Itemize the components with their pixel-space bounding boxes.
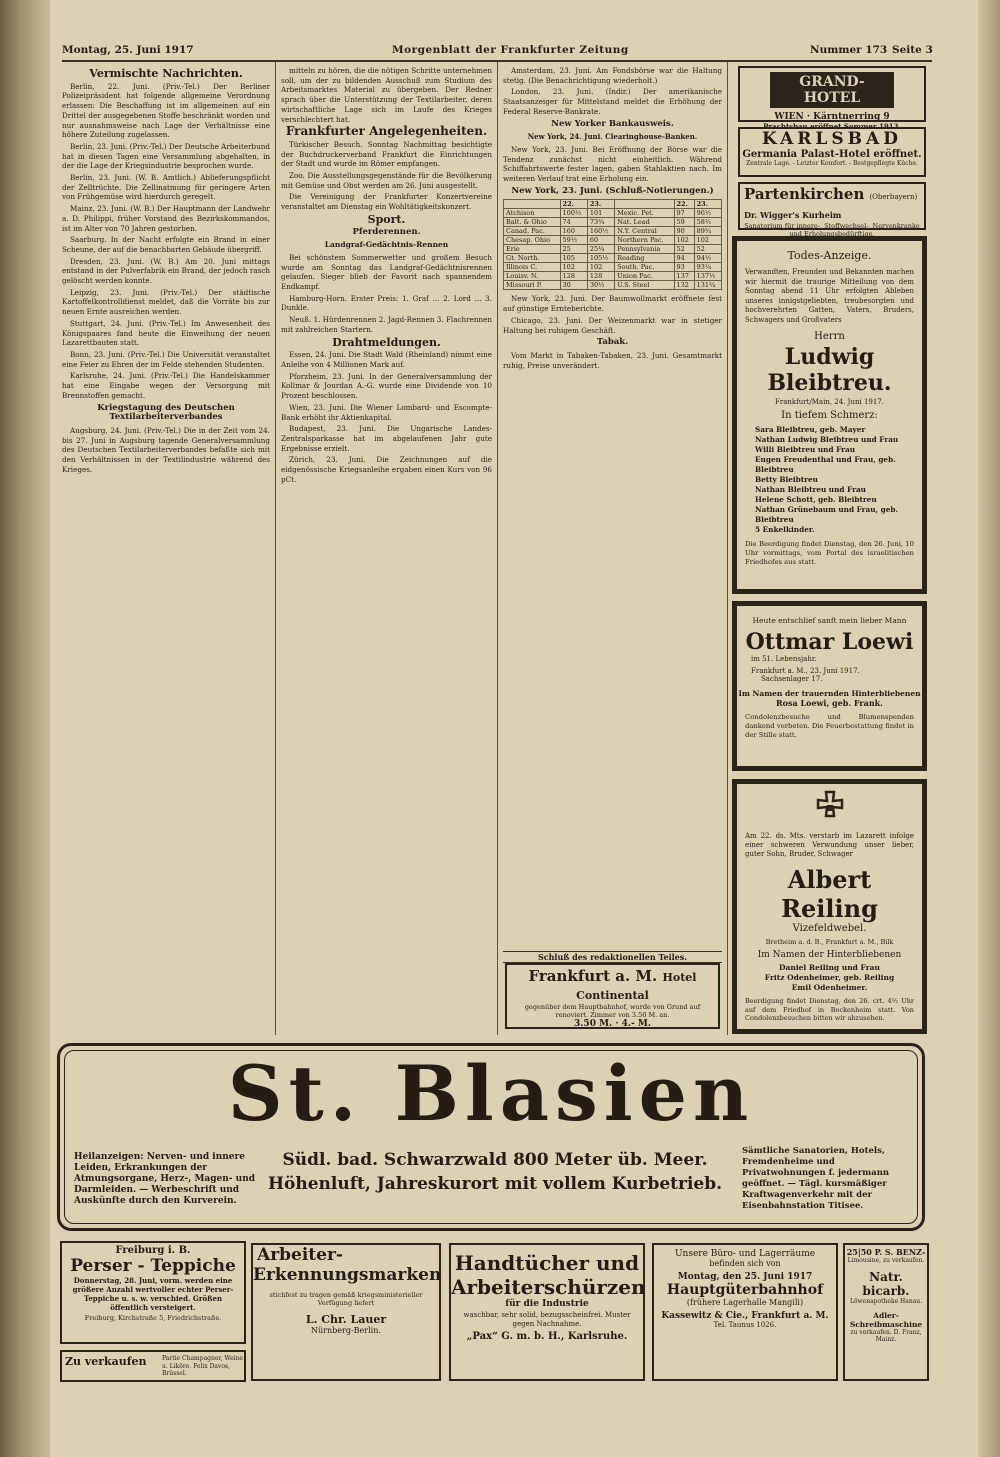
table-cell: 74: [560, 218, 587, 227]
table-cell: 137½: [694, 272, 721, 281]
table-cell: 94½: [694, 254, 721, 263]
ad-text: waschbar, sehr solid, bezugsscheinfrei. Muster gegen Nachnahme.: [463, 1311, 631, 1328]
ad-title: Adler-Schreibmaschine: [849, 1311, 923, 1329]
table-cell: 30: [560, 281, 587, 290]
ad-subtitle: für die Industrie: [505, 1299, 589, 1309]
table-header: 23.: [694, 200, 721, 209]
table-cell: Illinois C.: [504, 263, 561, 272]
ad-town: Partenkirchen: [744, 185, 865, 203]
notice-place: Frankfurt/Main, 24. Juni 1917.: [775, 398, 884, 406]
ad-price: 3.50: [574, 1019, 596, 1029]
ad-city: KARLSBAD: [762, 129, 902, 149]
subsection-title: Pferderennen.: [352, 226, 421, 237]
ad-text: Unsere Büro- und Lagerräume: [674, 1249, 816, 1259]
ad-firm: L. Chr. Lauer: [305, 1313, 387, 1326]
notice-sorrow: In tiefem Schmerz:: [781, 410, 878, 421]
ad-title: Perser - Teppiche: [70, 1256, 236, 1276]
column-rule: [497, 62, 498, 1035]
article-paragraph: Bei schönstem Sommerwetter und großem Besuch wurde am Sonntag das Landgraf-Gedächtnisrennen gelaufen. Sieger blieb der Favorit nach spannendem Endkampf.: [281, 252, 492, 292]
ad-doctor: Dr. Wigger's Kurheim: [744, 210, 842, 220]
header-page: Seite 3: [892, 44, 933, 56]
table-cell: 100½: [560, 209, 587, 218]
article-paragraph: Neuß. 1. Hürdenrennen 2. Jagd-Rennen 3. Flachrennen mit zahlreichen Startern.: [281, 315, 492, 334]
mourner-name: Nathan Grünebaum und Frau, geb. Bleibtreu: [755, 505, 899, 524]
ad-title: Natr. bicarb.: [862, 1270, 910, 1298]
ad-price: 4.-: [621, 1019, 635, 1029]
ad-region: (Oberbayern): [869, 193, 918, 201]
article-paragraph: New York, 23. Juni. Der Baumwollmarkt eröffnete fest auf günstige Ernteberichte.: [503, 294, 722, 314]
table-cell: 160: [560, 227, 587, 236]
article-paragraph: Berlin, 23. Juni. (Priv.-Tel.) Der Deutsche Arbeiterbund hat in diesen Tagen eine Versammlung abgehalten, in der die Lage der Kriegsindustrie besprochen wurde.: [62, 141, 270, 171]
table-cell: 137: [674, 272, 694, 281]
ad-left-text: Heilanzeigen: Nerven- und innere Leiden, Erkrankungen der Atmungsorgane, Herz-, Magen- und Darmleiden. — Werbeschrift und Auskünfte durch den Kurverein.: [74, 1152, 256, 1206]
family-member: Emil Odenheimer.: [791, 983, 868, 992]
notice-text: Verwandten, Freunden und Bekannten machen wir hiermit die traurige Mitteilung von dem Sonntag abend 11 Uhr erfolgten Ableben unseres innigstgeliebten, treubesorgten und hochverehrten Gatten, Vaters, Bruders, Schwagers und Großvaters: [745, 268, 914, 324]
ad-kassewitz: [652, 1243, 838, 1381]
column-rule: [275, 62, 276, 1035]
table-cell: N.Y. Central: [615, 227, 674, 236]
table-cell: 59: [674, 218, 694, 227]
article-paragraph: mitteln zu hören, die die nötigen Schritte unternehmen soll, um der zu bildenden Ausschuß zum Studium des Arbeitsmarktes Material zu übergeben. Der Redner sprach über die Unterstützung der Textilarbeiter, deren wirtschaftliche Lage sich im Laufe des Krieges verschlechtert hat.: [281, 66, 492, 124]
ad-hotel-name: Hotel Continental: [576, 971, 697, 1002]
article-paragraph: New York, 23. Juni. Bei Eröffnung der Börse war die Tendenz zunächst nicht einheitlich. Während Schiffahrtswerte fester lagen, gaben Stahlaktien nach. Im weiteren Verlauf trat eine Erholung ein.: [503, 144, 722, 184]
ad-partenkirchen: [738, 182, 926, 238]
table-cell: Missouri P.: [504, 281, 561, 290]
end-editorial-note: Schluß des redaktionellen Teiles.: [503, 951, 722, 963]
ad-hotel-name: GRAND-HOTEL: [770, 72, 894, 108]
table-cell: 93¼: [694, 263, 721, 272]
notice-age: im 51. Lebensjahr.: [751, 655, 817, 663]
table-row: [504, 209, 722, 218]
ad-firm: „Pax“ G. m. b. H., Karlsruhe.: [466, 1331, 628, 1342]
table-cell: 90: [674, 227, 694, 236]
death-notice-reiling: [732, 779, 927, 1034]
article-paragraph: Chicago, 23. Juni. Der Weizenmarkt war in stetiger Haltung bei ruhigem Geschäft.: [503, 315, 722, 335]
table-cell: 59½: [560, 236, 587, 245]
table-cell: 105: [560, 254, 587, 263]
table-cell: South. Pac.: [615, 263, 674, 272]
ad-text: befinden sich von: [709, 1259, 781, 1268]
mourner-name: 5 Enkelkinder.: [755, 525, 815, 534]
table-cell: 132: [674, 281, 694, 290]
table-cell: 128: [560, 272, 587, 281]
table-cell: 73¾: [587, 218, 614, 227]
table-row: [504, 254, 722, 263]
ad-firm: Kassewitz & Cie., Frankfurt a. M.: [661, 1311, 829, 1321]
article-paragraph: Vom Markt in Tabaken-Tabaken, 23. Juni. Gesamtmarkt ruhig, Preise unverändert.: [503, 350, 722, 370]
table-cell: 52: [674, 245, 694, 254]
mourners-list: [737, 425, 922, 535]
article-paragraph: Mainz, 23. Juni. (W. B.) Der Hauptmann der Landwehr a. D. Philippi, früher Vorstand des Bezirkskommandos, ist im Alter von 70 Jahren gestorben.: [62, 204, 270, 233]
death-notice-bleibtreu: [732, 236, 927, 594]
ad-subtitle: Höhenluft, Jahreskurort mit vollem Kurbetrieb.: [267, 1174, 723, 1194]
article-paragraph: Augsburg, 24. Juni. (Priv.-Tel.) Die in der Zeit vom 24. bis 27. Juni in Augsburg tagende Generalversammlung des Deutschen Textilarbeiterverbandes befaßte sich mit den Verhältnissen in der Textilindustrie während des Krieges.: [62, 425, 270, 474]
table-row: [504, 227, 722, 236]
table-row: [504, 218, 722, 227]
notice-intro: Am 22. ds. Mts. verstarb im Lazarett infolge einer schweren Verwundung unser lieber, guter Sohn, Bruder, Schwager: [745, 832, 914, 858]
ad-desc: Sanatorium für innere-, Stoffwechsel-, Nervenkranke und Erholungsbedürftige.: [744, 222, 920, 238]
ad-grand-hotel: GRAND-HOTEL WIEN · Kärntnerring 9 Prachtsbau eröffnet Sommer 1913.: [738, 66, 926, 122]
article-paragraph: Karlsruhe, 24. Juni. (Priv.-Tel.) Die Handelskammer hat eine Eingabe wegen der Versorgung mit Brennstoffen gemacht.: [62, 371, 270, 400]
family-member: Fritz Odenheimer, geb. Reiling: [764, 973, 895, 982]
table-cell: 101: [587, 209, 614, 218]
mourner-name: Willi Bleibtreu und Frau: [755, 445, 856, 454]
article-paragraph: London, 23. Juni. (Indir.) Der amerikanische Staatsanzeiger für Mittelstand meldet die Erhöhung der Federal Reserve-Bankrate.: [503, 87, 722, 116]
ad-city: WIEN: [774, 112, 804, 122]
header-issue: Nummer 173: [810, 44, 888, 56]
table-cell: Louisv. N.: [504, 272, 561, 281]
table-row: [504, 236, 722, 245]
table-cell: 25: [560, 245, 587, 254]
iron-cross-icon: [812, 790, 848, 826]
table-cell: 93: [674, 263, 694, 272]
ad-title: St. Blasien: [227, 1049, 755, 1138]
ad-city: Frankfurt a. M.: [528, 967, 658, 985]
deceased-rank: Vizefeldwebel.: [792, 923, 867, 934]
article-paragraph: Berlin, 23. Juni. (W. B. Amtlich.) Ablieferungspflicht der Zelltrüchte. Die Zellinatmung für geringere Arten von Frühgemüse wird hierdurch geregelt.: [62, 173, 270, 202]
table-cell: 58½: [694, 218, 721, 227]
family-member: Daniel Reiling und Frau: [779, 963, 880, 972]
ad-note: Prachtsbau eröffnet Sommer 1913.: [763, 122, 901, 131]
table-cell: Gt. North.: [504, 254, 561, 263]
ad-city: Nürnberg-Berlin.: [311, 1326, 381, 1335]
subsection-title: New York, 23. Juni. (Schluß-Notierungen.): [511, 185, 714, 196]
column-rule: [727, 62, 728, 1035]
ad-hotel-continental: Frankfurt a. M. Hotel Continental gegenüber dem Hauptbahnhof, wurde von Grund auf renoviert. Zimmer von 3.50 M. an. 3.50 M. · 4.- M.: [505, 963, 720, 1029]
mourner-name: Eugen Freudenthal und Frau, geb. Bleibtreu: [755, 455, 896, 474]
subsection-title: Landgraf-Gedächtnis-Rennen: [324, 240, 449, 250]
notice-funeral: Beerdigung findet Dienstag, den 26. crt. 4½ Uhr auf dem Friedhof in Bockenheim statt. Von Condolenzbesuchen bitten wir abzusehen.: [745, 997, 914, 1022]
ad-text: stichfest zu tragen gemäß kriegsministerieller Verfügung liefert: [269, 1291, 423, 1307]
ad-title: Handtücher und: [454, 1251, 640, 1275]
table-cell: 30½: [587, 281, 614, 290]
article-paragraph: Berlin, 22. Juni. (Priv.-Tel.) Der Berliner Polizeipräsident hat folgende allgemeine Verordnung erlassen: Die Beschaffung ist im allgemeinen auf ein Drittel der ausgegebenen Stoffe beschränkt worden und nur ausnahmsweise nach Lage der Verhältnisse eine höhere Zuteilung zugelassen.: [62, 81, 270, 140]
ad-right-text: Sämtliche Sanatorien, Hotels, Fremdenheime und Privatwohnungen f. jedermann geöffnet. — Tägl. kursmäßiger Kraftwagenverkehr mit der Eisenbahnstation Titisee.: [742, 1146, 890, 1211]
table-cell: 97: [674, 209, 694, 218]
ad-perser-teppiche: [60, 1241, 246, 1344]
deceased-name: Ludwig Bleibtreu.: [767, 344, 892, 396]
table-cell: Atchison: [504, 209, 561, 218]
mourner-name: Nathan Bleibtreu und Frau: [755, 485, 866, 494]
ad-detail: Zentrale Lage. - Letzter Komfort. - Bestgepflegte Küche.: [746, 160, 918, 167]
table-cell: Union Pac.: [615, 272, 674, 281]
article-paragraph: Zoo. Die Ausstellungsgegenstände für die Bevölkerung mit Gemüse und Obst werden am 26. Juni ausgestellt.: [281, 171, 492, 190]
ad-subtitle: Südl. bad. Schwarzwald 800 Meter üb. Meer.: [282, 1150, 708, 1170]
subsection-title: New York, 24. Juni. Clearinghouse-Banken.: [527, 132, 698, 142]
header-date: Montag, 25. Juni 1917: [62, 44, 194, 56]
table-row: [504, 263, 722, 272]
table-header: [615, 200, 674, 209]
ad-text: Limousine, zu verkaufen.: [847, 1257, 925, 1264]
table-cell: 89¾: [694, 227, 721, 236]
ad-title: Zu verkaufen: [65, 1355, 147, 1368]
article-paragraph: Bonn, 23. Juni. (Priv.-Tel.) Die Universität veranstaltet eine Feier zu Ehren der im Felde stehenden Studenten.: [62, 349, 270, 369]
table-header: [504, 200, 561, 209]
notice-widow: Rosa Loewi, geb. Frank.: [776, 698, 883, 708]
mourner-name: Sara Bleibtreu, geb. Mayer: [755, 425, 866, 434]
ad-city: Freiburg i. B.: [115, 1245, 191, 1256]
column-boerse: [503, 66, 722, 956]
ad-title: Arbeiterschürzen: [451, 1275, 646, 1299]
family-list: [737, 963, 922, 993]
section-title: Sport.: [367, 212, 406, 226]
subsection-title: New Yorker Bankausweis.: [551, 118, 674, 129]
table-cell: 96½: [694, 209, 721, 218]
table-cell: 52: [694, 245, 721, 254]
ad-hotel-name: Germania Palast-Hotel: [742, 149, 870, 160]
ad-date: Montag, den 25. Juni 1917: [677, 1272, 813, 1282]
table-cell: 105½: [587, 254, 614, 263]
article-paragraph: Essen, 24. Juni. Die Stadt Wald (Rheinland) nimmt eine Anleihe von 4 Millionen Mark auf.: [281, 350, 492, 369]
ad-text: zu verkaufen. D. Franz, Mainz.: [850, 1329, 922, 1343]
header-masthead: Morgenblatt der Frankfurter Zeitung: [392, 44, 629, 56]
column-vermischtes: [62, 66, 270, 1031]
ad-title: Hauptgüterbahnhof: [666, 1282, 824, 1298]
ad-title: Erkennungsmarken: [253, 1265, 442, 1285]
table-cell: Mexic. Pet.: [615, 209, 674, 218]
notice-address: Sachsenlager 17.: [761, 675, 823, 683]
notice-sorrow: Im Namen der trauernden Hinterbliebenen: [738, 689, 921, 698]
ad-address: Freiburg, Kirchstraße 5, Friedrichstraße.: [84, 1314, 222, 1322]
table-row: [504, 281, 722, 290]
ad-status: eröffnet.: [873, 149, 922, 160]
table-cell: Nat. Lead: [615, 218, 674, 227]
ad-title: 25|50 P. S. BENZ-: [846, 1247, 926, 1257]
ad-title: Arbeiter-: [257, 1245, 343, 1265]
notice-heading: Todes-Anzeige.: [787, 249, 872, 262]
notice-sorrow: Im Namen der Hinterbliebenen: [757, 950, 902, 960]
ad-text: Löwenapotheke Hanau.: [849, 1298, 923, 1305]
ad-handtuecher: [449, 1243, 645, 1381]
table-cell: 94: [674, 254, 694, 263]
ad-st-blasien: [57, 1043, 925, 1231]
book-gutter: [0, 0, 50, 1457]
table-cell: Erie: [504, 245, 561, 254]
section-title: Drahtmeldungen.: [332, 335, 441, 349]
article-paragraph: Hamburg-Horn. Erster Preis: 1. Graf ... 2. Lord ... 3. Dunkle.: [281, 293, 492, 313]
column-frankfurt: [281, 66, 492, 1031]
table-cell: Pennsylvania: [615, 245, 674, 254]
table-row: [504, 245, 722, 254]
article-paragraph: Die Vereinigung der Frankfurter Konzertvereine veranstaltet am Dienstag ein Wohltätigkeitskonzert.: [281, 192, 492, 212]
table-cell: 102: [587, 263, 614, 272]
table-header: 23.: [587, 200, 614, 209]
article-paragraph: Zürich, 23. Juni. Die Zeichnungen auf die eidgenössische Kriegsanleihe ergaben einen Kurs von 96 pCt.: [281, 455, 492, 484]
table-row: [504, 272, 722, 281]
ad-benz: [843, 1243, 929, 1381]
article-paragraph: Pforzheim, 23. Juni. In der Generalversammlung der Kollmar & Jourdan A.-G. wurde eine Dividende von 10 Prozent beschlossen.: [281, 371, 492, 401]
ad-text: gegenüber dem Hauptbahnhof, wurde von Grund auf renoviert. Zimmer von 3.50 M. an.: [524, 1003, 701, 1019]
deceased-name: Ottmar Loewi: [745, 629, 914, 655]
table-cell: 60: [587, 236, 614, 245]
ad-text: (frühere Lagerhalle Mangili): [686, 1298, 804, 1307]
table-cell: 102: [560, 263, 587, 272]
table-cell: 25¼: [587, 245, 614, 254]
ad-text: Donnerstag, 28. Juni, vorm. werden eine größere Anzahl wertvoller echter Perser-Teppiche u. s. w. verschied. Größen öffentlich versteigert.: [72, 1276, 234, 1312]
mourner-name: Helene Schott, geb. Bleibtreu: [755, 495, 877, 504]
page-header: [62, 44, 932, 62]
ad-text: Partie Champagner, Weine u. Liköre. Felix Davos, Brüssel.: [162, 1355, 243, 1377]
notice-note: Condolenzbesuche und Blumenspenden dankend verbeten. Die Feuerbestattung findet in der Stille statt.: [745, 713, 914, 739]
ad-phone: Tel. Taunus 1026.: [713, 1321, 777, 1329]
notice-funeral: Die Beerdigung findet Dienstag, den 26. Juni, 10 Uhr vormittags, vom Portal des israelitischen Friedhofes aus statt.: [745, 540, 914, 566]
table-cell: 160½: [587, 227, 614, 236]
ad-street: Kärntnerring 9: [813, 112, 890, 122]
table-cell: Canad. Pac.: [504, 227, 561, 236]
table-cell: Chesap. Ohio: [504, 236, 561, 245]
table-cell: U.S. Steel: [615, 281, 674, 290]
ad-zu-verkaufen: [60, 1350, 246, 1382]
ad-erkennungsmarken: [251, 1243, 441, 1381]
article-paragraph: Budapest, 23. Juni. Die Ungarische Landes-Zentralsparkasse hat im abgelaufenen Jahr gute Ergebnisse erzielt.: [281, 424, 492, 453]
article-paragraph: Leipzig, 23. Juni. (Priv.-Tel.) Der städtische Kartoffelkontrolldienst meldet, daß die Vorräte bis zur neuen Ernte ausreichen werden.: [62, 287, 270, 317]
ad-karlsbad: [738, 127, 926, 177]
notice-place: Bretheim a. d. B., Frankfurt a. M., Bilk: [765, 938, 894, 946]
table-cell: Northern Pac.: [615, 236, 674, 245]
article-paragraph: Saarburg. In der Nacht erfolgte ein Brand in einer Scheune, der auf die benachbarten Gebäude übergriff.: [62, 235, 270, 254]
table-cell: 128: [587, 272, 614, 281]
table-cell: 131¾: [694, 281, 721, 290]
mourner-name: Betty Bleibtreu: [755, 475, 818, 484]
stock-table: [503, 199, 722, 290]
table-header: 22.: [560, 200, 587, 209]
article-paragraph: Amsterdam, 23. Juni. Am Fondsbörse war die Haltung stetig. (Die Benachrichtigung wiederholt.): [503, 66, 722, 85]
article-paragraph: Türkischer Besuch. Sonntag Nachmittag besichtigte der Buchdruckerverband Frankfurt die Einrichtungen der Stadt und wurde im Römer empfangen.: [281, 139, 492, 169]
table-cell: 102: [694, 236, 721, 245]
section-title: Vermischte Nachrichten.: [89, 67, 243, 80]
article-paragraph: Stuttgart, 24. Juni. (Priv.-Tel.) Im Anwesenheit des Königspaares fand heute die Einweihung der neuen Lazarettbauten statt.: [62, 318, 270, 348]
article-paragraph: Wien, 23. Juni. Die Wiener Lombard- und Escompte-Bank erhöht ihr Aktienkapital.: [281, 402, 492, 422]
death-notice-loewi: [732, 601, 927, 771]
page-edge: [978, 0, 1000, 1457]
notice-title: Herrn: [814, 331, 845, 342]
table-cell: Reading: [615, 254, 674, 263]
table-cell: 102: [674, 236, 694, 245]
subsection-title: Tabak.: [596, 337, 629, 348]
mourner-name: Nathan Ludwig Bleibtreu und Frau: [755, 435, 899, 444]
table-cell: Balt. & Ohio: [504, 218, 561, 227]
section-title: Frankfurter Angelegenheiten.: [285, 124, 488, 139]
notice-place: Frankfurt a. M., 23. Juni 1917.: [751, 667, 860, 675]
notice-intro: Heute entschlief sanft mein lieber Mann: [752, 616, 907, 625]
table-header: 22.: [674, 200, 694, 209]
article-paragraph: Dresden, 23. Juni. (W. B.) Am 20. Juni mittags entstand in der Pulverfabrik ein Brand, der jedoch rasch gelöscht werden konnte.: [62, 256, 270, 286]
deceased-name: Albert Reiling: [781, 865, 878, 923]
subsection-title: Kriegstagung des Deutschen Textilarbeiterverbandes: [97, 402, 235, 423]
